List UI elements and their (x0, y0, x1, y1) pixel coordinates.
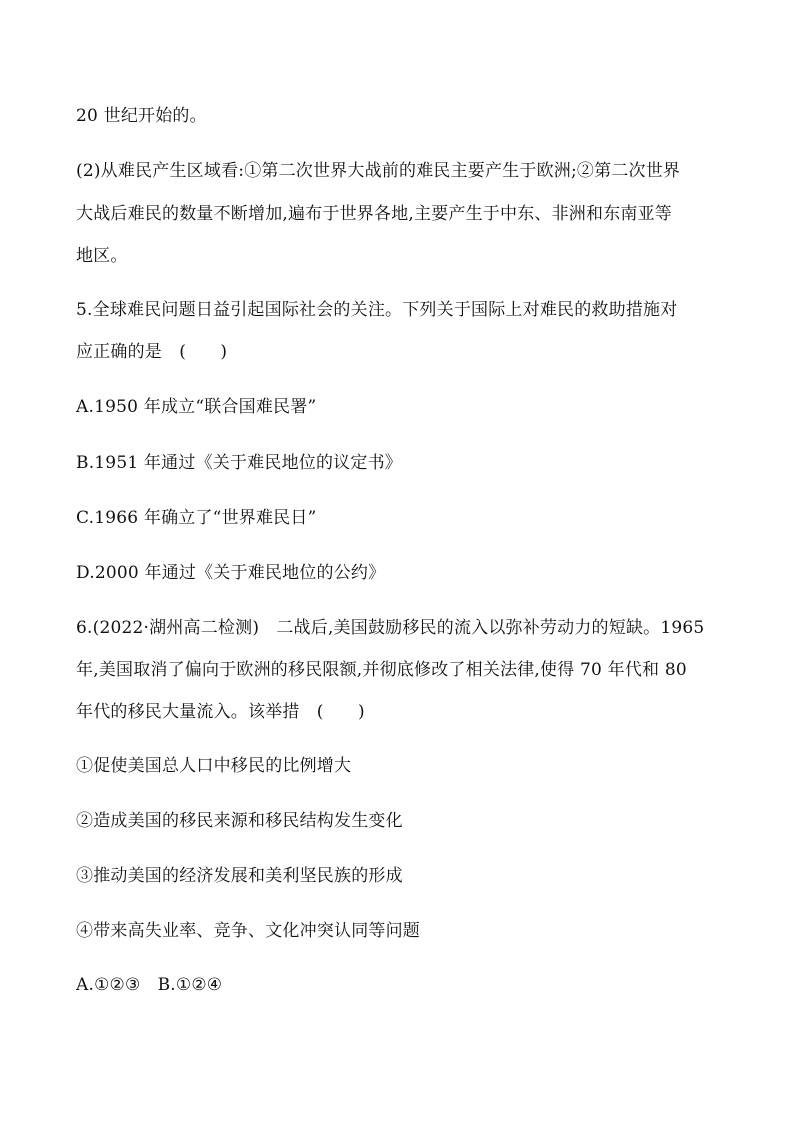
text-line-1: 20 世纪开始的。 (76, 106, 207, 126)
text-line-2: (2)从难民产生区域看:①第二次世界大战前的难民主要产生于欧洲;②第二次世界 (76, 161, 681, 181)
option-a: A.1950 年成立“联合国难民署” (76, 397, 317, 417)
question-5-line-1: 5.全球难民问题日益引起国际社会的关注。下列关于国际上对难民的救助措施对 (76, 300, 678, 320)
statement-2: ②造成美国的移民来源和移民结构发生变化 (76, 811, 403, 831)
question-6-line-2: 年,美国取消了偏向于欧洲的移民限额,并彻底修改了相关法律,使得 70 年代和 80 (76, 660, 687, 680)
option-c: C.1966 年确立了“世界难民日” (76, 508, 317, 528)
statement-4: ④带来高失业率、竞争、文化冲突认同等问题 (76, 921, 420, 941)
option-b: B.1951 年通过《关于难民地位的议定书》 (76, 453, 402, 473)
text-line-4: 地区。 (76, 246, 128, 266)
text-line-3: 大战后难民的数量不断增加,遍布于世界各地,主要产生于中东、非洲和东南亚等 (76, 204, 673, 224)
statement-1: ①促使美国总人口中移民的比例增大 (76, 756, 352, 776)
statement-3: ③推动美国的经济发展和美利坚民族的形成 (76, 866, 403, 886)
question-6-line-3: 年代的移民大量流入。该举措 ( ) (76, 702, 365, 722)
option-d: D.2000 年通过《关于难民地位的公约》 (76, 563, 386, 583)
answer-options: A.①②③ B.①②④ (76, 975, 223, 995)
question-6-line-1: 6.(2022·湖州高二检测) 二战后,美国鼓励移民的流入以弥补劳动力的短缺。1965 (76, 618, 705, 638)
question-5-line-2: 应正确的是 ( ) (76, 342, 228, 362)
